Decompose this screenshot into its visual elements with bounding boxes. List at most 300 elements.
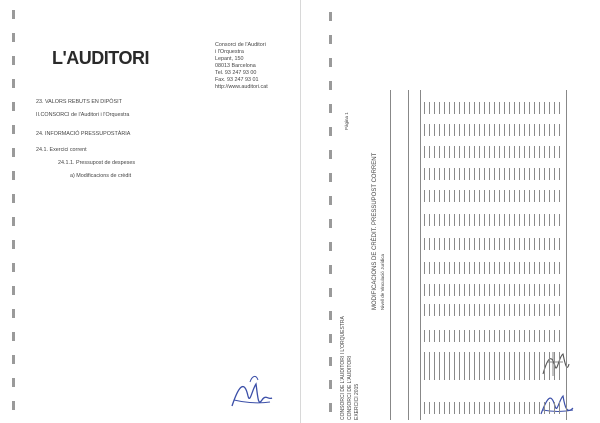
table-mark <box>464 330 465 342</box>
table-mark <box>529 146 530 158</box>
table-mark <box>544 262 545 274</box>
table-mark <box>494 284 495 296</box>
table-mark <box>474 190 475 202</box>
table-mark <box>489 352 490 380</box>
table-mark <box>434 102 435 114</box>
table-mark <box>459 146 460 158</box>
table-mark <box>519 262 520 274</box>
table-mark <box>439 214 440 226</box>
table-mark <box>514 214 515 226</box>
table-mark <box>439 168 440 180</box>
table-mark <box>559 146 560 158</box>
table-mark <box>439 102 440 114</box>
table-mark <box>549 238 550 250</box>
address-line: 08013 Barcelona <box>215 63 256 69</box>
table-mark <box>559 262 560 274</box>
table-mark <box>559 214 560 226</box>
table-mark <box>549 284 550 296</box>
table-mark <box>454 190 455 202</box>
table-mark <box>544 146 545 158</box>
table-mark <box>474 402 475 414</box>
signature-left <box>228 370 276 414</box>
rotated-report <box>340 90 540 420</box>
table-mark <box>504 330 505 342</box>
table-mark <box>514 330 515 342</box>
table-mark <box>544 330 545 342</box>
table-mark <box>464 262 465 274</box>
table-mark <box>439 238 440 250</box>
table-mark <box>549 402 550 414</box>
table-mark <box>489 190 490 202</box>
table-mark <box>434 146 435 158</box>
table-mark <box>439 352 440 380</box>
punch-hole-mark <box>12 286 15 295</box>
table-mark <box>509 146 510 158</box>
table-mark <box>434 190 435 202</box>
punch-holes-left <box>12 0 16 423</box>
table-mark <box>479 284 480 296</box>
table-mark <box>554 402 555 414</box>
table-mark <box>534 352 535 380</box>
table-mark <box>479 262 480 274</box>
table-mark <box>469 238 470 250</box>
table-mark <box>434 304 435 316</box>
table-mark <box>474 102 475 114</box>
table-mark <box>434 262 435 274</box>
table-mark <box>514 304 515 316</box>
table-mark <box>469 262 470 274</box>
table-mark <box>504 352 505 380</box>
table-mark <box>509 190 510 202</box>
table-mark <box>499 146 500 158</box>
table-mark <box>444 124 445 136</box>
table-mark <box>544 402 545 414</box>
table-mark <box>504 168 505 180</box>
table-mark <box>454 352 455 380</box>
table-mark <box>469 352 470 380</box>
table-mark <box>424 304 425 316</box>
table-mark <box>434 124 435 136</box>
table-mark <box>499 168 500 180</box>
table-mark <box>539 304 540 316</box>
table-mark <box>449 284 450 296</box>
table-mark <box>519 168 520 180</box>
toc-item: 24. INFORMACIÓ PRESSUPOSTÀRIA <box>36 131 131 137</box>
punch-hole-mark <box>12 217 15 226</box>
table-mark <box>464 190 465 202</box>
table-rule <box>408 90 409 420</box>
table-mark <box>424 330 425 342</box>
modifications-table <box>390 90 580 420</box>
table-mark <box>464 214 465 226</box>
table-mark <box>474 304 475 316</box>
toc-item: 23. VALORS REBUTS EN DIPÒSIT <box>36 99 122 105</box>
table-mark <box>514 262 515 274</box>
table-mark <box>469 304 470 316</box>
table-mark <box>534 168 535 180</box>
table-mark <box>529 102 530 114</box>
table-mark <box>449 146 450 158</box>
table-mark <box>479 146 480 158</box>
table-mark <box>434 214 435 226</box>
table-mark <box>474 330 475 342</box>
table-mark <box>499 402 500 414</box>
table-mark <box>429 238 430 250</box>
table-mark <box>494 124 495 136</box>
table-mark <box>429 304 430 316</box>
table-mark <box>499 214 500 226</box>
table-mark <box>509 102 510 114</box>
table-mark <box>484 352 485 380</box>
table-mark <box>489 102 490 114</box>
table-mark <box>484 168 485 180</box>
punch-hole-mark <box>329 265 332 274</box>
punch-hole-mark <box>12 56 15 65</box>
table-mark <box>539 402 540 414</box>
table-mark <box>439 124 440 136</box>
table-mark <box>554 352 555 380</box>
table-mark <box>459 238 460 250</box>
punch-hole-mark <box>12 79 15 88</box>
punch-hole-mark <box>12 33 15 42</box>
table-mark <box>554 146 555 158</box>
table-mark <box>474 214 475 226</box>
table-mark <box>424 146 425 158</box>
table-mark <box>534 238 535 250</box>
table-mark <box>494 214 495 226</box>
table-mark <box>514 402 515 414</box>
table-mark <box>544 352 545 380</box>
report-subtitle: Nivell de Vinculació Jurídica <box>380 254 385 310</box>
table-mark <box>439 304 440 316</box>
table-mark <box>504 402 505 414</box>
table-mark <box>479 238 480 250</box>
punch-hole-mark <box>12 102 15 111</box>
table-mark <box>524 124 525 136</box>
table-mark <box>544 304 545 316</box>
table-mark <box>554 304 555 316</box>
table-mark <box>534 330 535 342</box>
punch-hole-mark <box>12 194 15 203</box>
table-mark <box>554 168 555 180</box>
table-mark <box>509 330 510 342</box>
table-mark <box>459 190 460 202</box>
punch-hole-mark <box>12 171 15 180</box>
table-mark <box>514 238 515 250</box>
table-mark <box>459 352 460 380</box>
table-mark <box>524 284 525 296</box>
table-mark <box>474 284 475 296</box>
toc-item: II.CONSORCI de l'Auditori i l'Orquestra <box>36 112 130 118</box>
table-mark <box>499 238 500 250</box>
table-mark <box>509 352 510 380</box>
table-mark <box>449 304 450 316</box>
table-mark <box>434 352 435 380</box>
table-mark <box>524 146 525 158</box>
table-mark <box>454 146 455 158</box>
table-mark <box>554 238 555 250</box>
table-mark <box>509 402 510 414</box>
table-mark <box>424 124 425 136</box>
table-mark <box>544 190 545 202</box>
table-mark <box>489 304 490 316</box>
table-mark <box>494 238 495 250</box>
table-mark <box>539 352 540 380</box>
table-mark <box>469 330 470 342</box>
table-mark <box>469 284 470 296</box>
table-mark <box>514 168 515 180</box>
table-mark <box>529 238 530 250</box>
table-mark <box>464 352 465 380</box>
table-mark <box>529 402 530 414</box>
table-mark <box>544 168 545 180</box>
table-mark <box>534 102 535 114</box>
table-mark <box>544 238 545 250</box>
table-mark <box>494 168 495 180</box>
table-mark <box>444 238 445 250</box>
table-mark <box>424 102 425 114</box>
table-mark <box>519 284 520 296</box>
punch-hole-mark <box>12 263 15 272</box>
table-mark <box>469 146 470 158</box>
table-mark <box>509 304 510 316</box>
table-mark <box>444 284 445 296</box>
table-mark <box>439 262 440 274</box>
table-mark <box>534 124 535 136</box>
table-mark <box>559 238 560 250</box>
table-mark <box>454 304 455 316</box>
table-mark <box>469 214 470 226</box>
table-mark <box>429 352 430 380</box>
table-mark <box>499 124 500 136</box>
table-mark <box>529 262 530 274</box>
table-mark <box>479 190 480 202</box>
table-mark <box>484 402 485 414</box>
table-mark <box>509 262 510 274</box>
table-mark <box>534 262 535 274</box>
table-mark <box>429 124 430 136</box>
table-mark <box>459 262 460 274</box>
table-mark <box>429 168 430 180</box>
punch-hole-mark <box>12 401 15 410</box>
table-mark <box>444 102 445 114</box>
table-mark <box>464 146 465 158</box>
table-mark <box>464 124 465 136</box>
table-mark <box>549 124 550 136</box>
table-mark <box>454 238 455 250</box>
table-mark <box>539 102 540 114</box>
table-mark <box>509 168 510 180</box>
table-mark <box>459 284 460 296</box>
table-mark <box>494 262 495 274</box>
table-mark <box>449 168 450 180</box>
table-mark <box>429 146 430 158</box>
table-mark <box>449 124 450 136</box>
table-mark <box>559 168 560 180</box>
table-mark <box>519 146 520 158</box>
table-mark <box>429 402 430 414</box>
table-mark <box>459 330 460 342</box>
table-mark <box>464 168 465 180</box>
table-mark <box>549 330 550 342</box>
punch-hole-mark <box>329 288 332 297</box>
table-mark <box>559 102 560 114</box>
table-mark <box>429 190 430 202</box>
table-mark <box>559 124 560 136</box>
table-mark <box>464 102 465 114</box>
table-mark <box>474 146 475 158</box>
table-mark <box>494 352 495 380</box>
table-mark <box>454 168 455 180</box>
table-mark <box>549 352 550 380</box>
punch-hole-mark <box>12 10 15 19</box>
table-mark <box>524 402 525 414</box>
table-mark <box>469 402 470 414</box>
table-mark <box>559 284 560 296</box>
table-mark <box>434 238 435 250</box>
table-mark <box>474 238 475 250</box>
address-line: Fax. 93 247 93 01 <box>215 77 259 83</box>
table-mark <box>429 102 430 114</box>
table-mark <box>509 124 510 136</box>
table-mark <box>504 284 505 296</box>
table-mark <box>499 352 500 380</box>
table-mark <box>459 214 460 226</box>
table-mark <box>459 168 460 180</box>
punch-hole-mark <box>12 332 15 341</box>
table-mark <box>499 102 500 114</box>
table-mark <box>549 168 550 180</box>
table-mark <box>489 168 490 180</box>
table-mark <box>559 402 560 414</box>
table-mark <box>459 304 460 316</box>
table-mark <box>544 214 545 226</box>
address-line: Tel. 93 247 93 00 <box>215 70 257 76</box>
punch-hole-mark <box>329 242 332 251</box>
table-mark <box>444 262 445 274</box>
table-mark <box>484 190 485 202</box>
report-header-line: CONSORCI DE L'AUDITORI <box>347 355 353 420</box>
table-mark <box>529 330 530 342</box>
table-mark <box>534 190 535 202</box>
punch-hole-mark <box>329 357 332 366</box>
table-mark <box>514 146 515 158</box>
toc-item: a) Modificacions de crèdit <box>70 173 132 179</box>
table-mark <box>484 304 485 316</box>
table-mark <box>559 190 560 202</box>
table-mark <box>554 102 555 114</box>
table-mark <box>474 168 475 180</box>
table-mark <box>489 402 490 414</box>
table-mark <box>494 146 495 158</box>
table-mark <box>549 102 550 114</box>
table-mark <box>489 214 490 226</box>
table-mark <box>524 262 525 274</box>
table-mark <box>484 284 485 296</box>
table-mark <box>539 146 540 158</box>
table-mark <box>529 190 530 202</box>
table-mark <box>489 124 490 136</box>
table-mark <box>489 238 490 250</box>
table-mark <box>554 262 555 274</box>
table-mark <box>424 190 425 202</box>
table-mark <box>464 304 465 316</box>
table-mark <box>479 214 480 226</box>
table-mark <box>479 330 480 342</box>
punch-hole-mark <box>329 150 332 159</box>
table-mark <box>479 304 480 316</box>
punch-hole-mark <box>329 35 332 44</box>
address-line: Lepant, 150 <box>215 56 244 62</box>
table-mark <box>479 352 480 380</box>
table-mark <box>439 330 440 342</box>
table-mark <box>484 146 485 158</box>
table-mark <box>494 402 495 414</box>
table-mark <box>479 102 480 114</box>
toc-item: 24.1.1. Pressupost de despeses <box>58 160 136 166</box>
punch-hole-mark <box>12 355 15 364</box>
table-mark <box>474 262 475 274</box>
table-mark <box>454 402 455 414</box>
report-page-number: Pàgina 1 <box>344 112 349 130</box>
punch-hole-mark <box>329 196 332 205</box>
table-mark <box>524 238 525 250</box>
table-mark <box>539 214 540 226</box>
table-mark <box>434 168 435 180</box>
table-mark <box>504 214 505 226</box>
table-mark <box>494 330 495 342</box>
table-mark <box>494 304 495 316</box>
table-mark <box>544 124 545 136</box>
table-mark <box>494 190 495 202</box>
table-mark <box>524 330 525 342</box>
report-title: MODIFICACIONS DE CRÈDIT. PRESSUPOST CORRENT <box>372 152 378 310</box>
table-mark <box>439 190 440 202</box>
table-mark <box>499 284 500 296</box>
table-mark <box>484 214 485 226</box>
toc-item: 24.1. Exercici corrent <box>36 147 87 153</box>
table-mark <box>444 168 445 180</box>
table-mark <box>449 262 450 274</box>
table-mark <box>529 124 530 136</box>
table-mark <box>529 352 530 380</box>
table-mark <box>544 284 545 296</box>
table-mark <box>549 146 550 158</box>
table-mark <box>424 284 425 296</box>
table-mark <box>454 214 455 226</box>
table-mark <box>444 330 445 342</box>
table-mark <box>514 124 515 136</box>
table-mark <box>539 124 540 136</box>
table-mark <box>529 284 530 296</box>
table-mark <box>484 238 485 250</box>
table-mark <box>439 146 440 158</box>
table-mark <box>504 190 505 202</box>
table-mark <box>534 304 535 316</box>
table-mark <box>549 304 550 316</box>
table-mark <box>434 284 435 296</box>
table-mark <box>429 284 430 296</box>
table-mark <box>459 102 460 114</box>
table-mark <box>449 238 450 250</box>
table-mark <box>444 304 445 316</box>
table-mark <box>429 330 430 342</box>
table-mark <box>549 214 550 226</box>
table-mark <box>534 214 535 226</box>
table-mark <box>554 214 555 226</box>
table-mark <box>499 262 500 274</box>
table-rule <box>420 90 421 420</box>
